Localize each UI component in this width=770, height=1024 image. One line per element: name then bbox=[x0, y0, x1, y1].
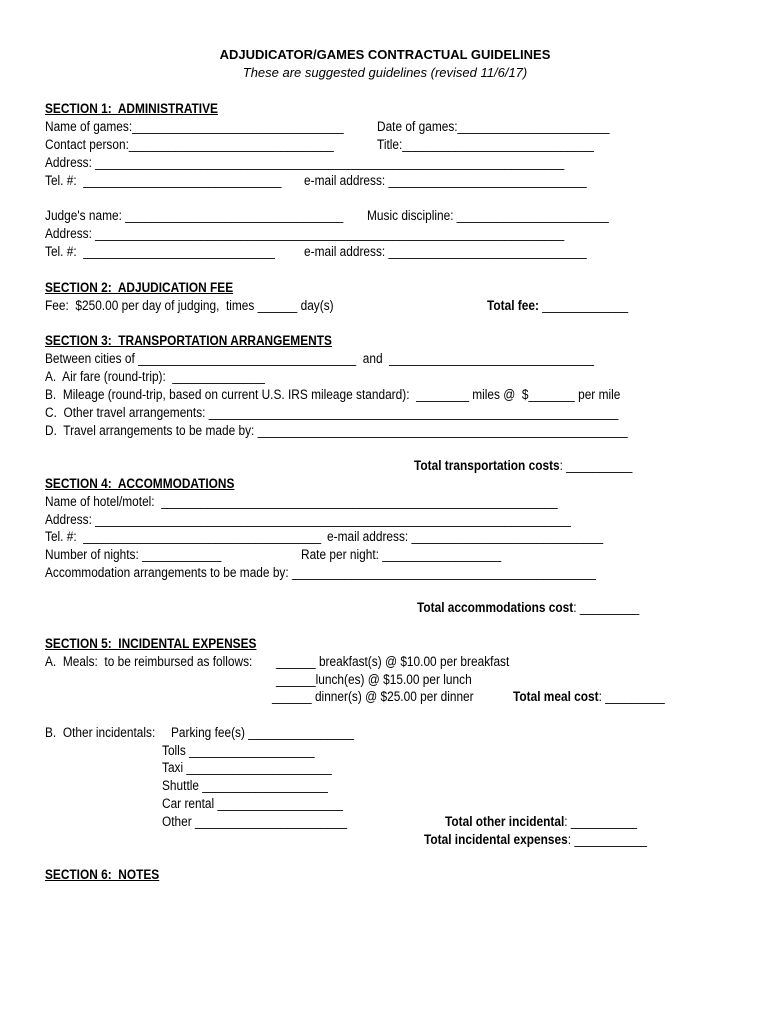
total-incidental-expenses-label: Total incidental expenses bbox=[424, 832, 568, 847]
car-rental-field[interactable]: Car rental ___________________ bbox=[162, 796, 344, 811]
total-meal-cost-blank[interactable]: : _________ bbox=[598, 689, 665, 704]
mileage-field[interactable]: B. Mileage (round-trip, based on current U.S. IRS mileage standard): ________ miles @ $_______ per mile bbox=[45, 387, 621, 402]
other-travel-field[interactable]: C. Other travel arrangements: ______________________________________________________________ bbox=[45, 405, 619, 420]
total-accommodations[interactable] bbox=[417, 600, 639, 616]
document-title: ADJUDICATOR/GAMES CONTRACTUAL GUIDELINES bbox=[219, 47, 551, 62]
breakfast-field[interactable]: ______ breakfast(s) @ $10.00 per breakfast bbox=[276, 654, 510, 669]
fee-line[interactable]: Fee: $250.00 per day of judging, times ______ day(s) bbox=[45, 298, 334, 313]
air-fare-field[interactable]: A. Air fare (round-trip): ______________ bbox=[45, 369, 265, 384]
parking-fee-field[interactable]: Parking fee(s) ________________ bbox=[171, 725, 354, 740]
total-meal-cost[interactable] bbox=[513, 689, 665, 705]
total-incidental-expenses[interactable] bbox=[424, 832, 647, 848]
accommodation-arranged-by-field[interactable]: Accommodation arrangements to be made by: ______________________________________________ bbox=[45, 565, 596, 580]
total-fee-label: Total fee: bbox=[487, 298, 539, 313]
hotel-address-field[interactable]: Address: ________________________________________________________________________ bbox=[45, 512, 571, 527]
total-fee[interactable] bbox=[487, 298, 628, 314]
taxi-field[interactable]: Taxi ______________________ bbox=[162, 760, 332, 775]
section-6-heading: SECTION 6: NOTES bbox=[45, 867, 160, 882]
section-1-heading: SECTION 1: ADMINISTRATIVE bbox=[45, 101, 218, 116]
dinner-field[interactable]: ______ dinner(s) @ $25.00 per dinner bbox=[272, 689, 474, 704]
total-other-incidental-label: Total other incidental bbox=[445, 814, 565, 829]
date-of-games-field[interactable]: Date of games:_______________________ bbox=[377, 119, 610, 134]
between-cities-field[interactable]: Between cities of _________________________________ and _______________________________ bbox=[45, 351, 594, 366]
tolls-field[interactable]: Tolls ___________________ bbox=[162, 743, 315, 758]
judge-email-field[interactable]: e-mail address: ______________________________ bbox=[304, 244, 587, 259]
travel-arranged-by-field[interactable]: D. Travel arrangements to be made by: ________________________________________________________ bbox=[45, 423, 628, 438]
music-discipline-field[interactable]: Music discipline: _______________________ bbox=[367, 208, 609, 223]
games-email-field[interactable]: e-mail address: ______________________________ bbox=[304, 173, 587, 188]
section-3-heading: SECTION 3: TRANSPORTATION ARRANGEMENTS bbox=[45, 333, 332, 348]
total-transportation-label: Total transportation costs bbox=[414, 458, 560, 473]
section-5-heading: SECTION 5: INCIDENTAL EXPENSES bbox=[45, 636, 257, 651]
name-of-games-field[interactable]: Name of games:________________________________ bbox=[45, 119, 344, 134]
judge-tel-field[interactable]: Tel. #: _____________________________ bbox=[45, 244, 275, 259]
meals-label: A. Meals: to be reimbursed as follows: bbox=[45, 654, 253, 669]
total-other-incidental[interactable] bbox=[445, 814, 637, 830]
shuttle-field[interactable]: Shuttle ___________________ bbox=[162, 778, 328, 793]
total-incidental-expenses-blank[interactable]: : ___________ bbox=[567, 832, 647, 847]
total-accommodations-blank[interactable]: : _________ bbox=[573, 600, 640, 615]
section-2-heading: SECTION 2: ADJUDICATION FEE bbox=[45, 280, 234, 295]
games-address-field[interactable]: Address: _______________________________________________________________________ bbox=[45, 155, 565, 170]
total-accommodations-label: Total accommodations cost bbox=[417, 600, 574, 615]
total-other-incidental-blank[interactable]: : __________ bbox=[564, 814, 637, 829]
total-meal-cost-label: Total meal cost bbox=[513, 689, 599, 704]
document-subtitle: These are suggested guidelines (revised 11/6/17) bbox=[242, 65, 528, 80]
lunch-field[interactable]: ______lunch(es) @ $15.00 per lunch bbox=[276, 672, 472, 687]
hotel-tel-field[interactable]: Tel. #: ____________________________________ bbox=[45, 529, 322, 544]
contact-person-field[interactable]: Contact person:_______________________________ bbox=[45, 137, 334, 152]
games-tel-field[interactable]: Tel. #: ______________________________ bbox=[45, 173, 282, 188]
number-of-nights-field[interactable]: Number of nights: ____________ bbox=[45, 547, 222, 562]
hotel-name-field[interactable]: Name of hotel/motel: ____________________________________________________________ bbox=[45, 494, 558, 509]
other-incidentals-label: B. Other incidentals: bbox=[45, 725, 156, 740]
other-incidental-field[interactable]: Other _______________________ bbox=[162, 814, 347, 829]
total-transportation[interactable] bbox=[414, 458, 632, 474]
judge-name-field[interactable]: Judge's name: _________________________________ bbox=[45, 208, 344, 223]
total-fee-blank[interactable]: _____________ bbox=[538, 298, 629, 313]
total-transportation-blank[interactable]: : __________ bbox=[559, 458, 633, 473]
judge-address-field[interactable]: Address: _______________________________________________________________________ bbox=[45, 226, 565, 241]
contact-title-field[interactable]: Title:_____________________________ bbox=[377, 137, 594, 152]
section-4-heading: SECTION 4: ACCOMMODATIONS bbox=[45, 476, 235, 491]
rate-per-night-field[interactable]: Rate per night: __________________ bbox=[301, 547, 502, 562]
hotel-email-field[interactable]: e-mail address: _____________________________ bbox=[327, 529, 604, 544]
